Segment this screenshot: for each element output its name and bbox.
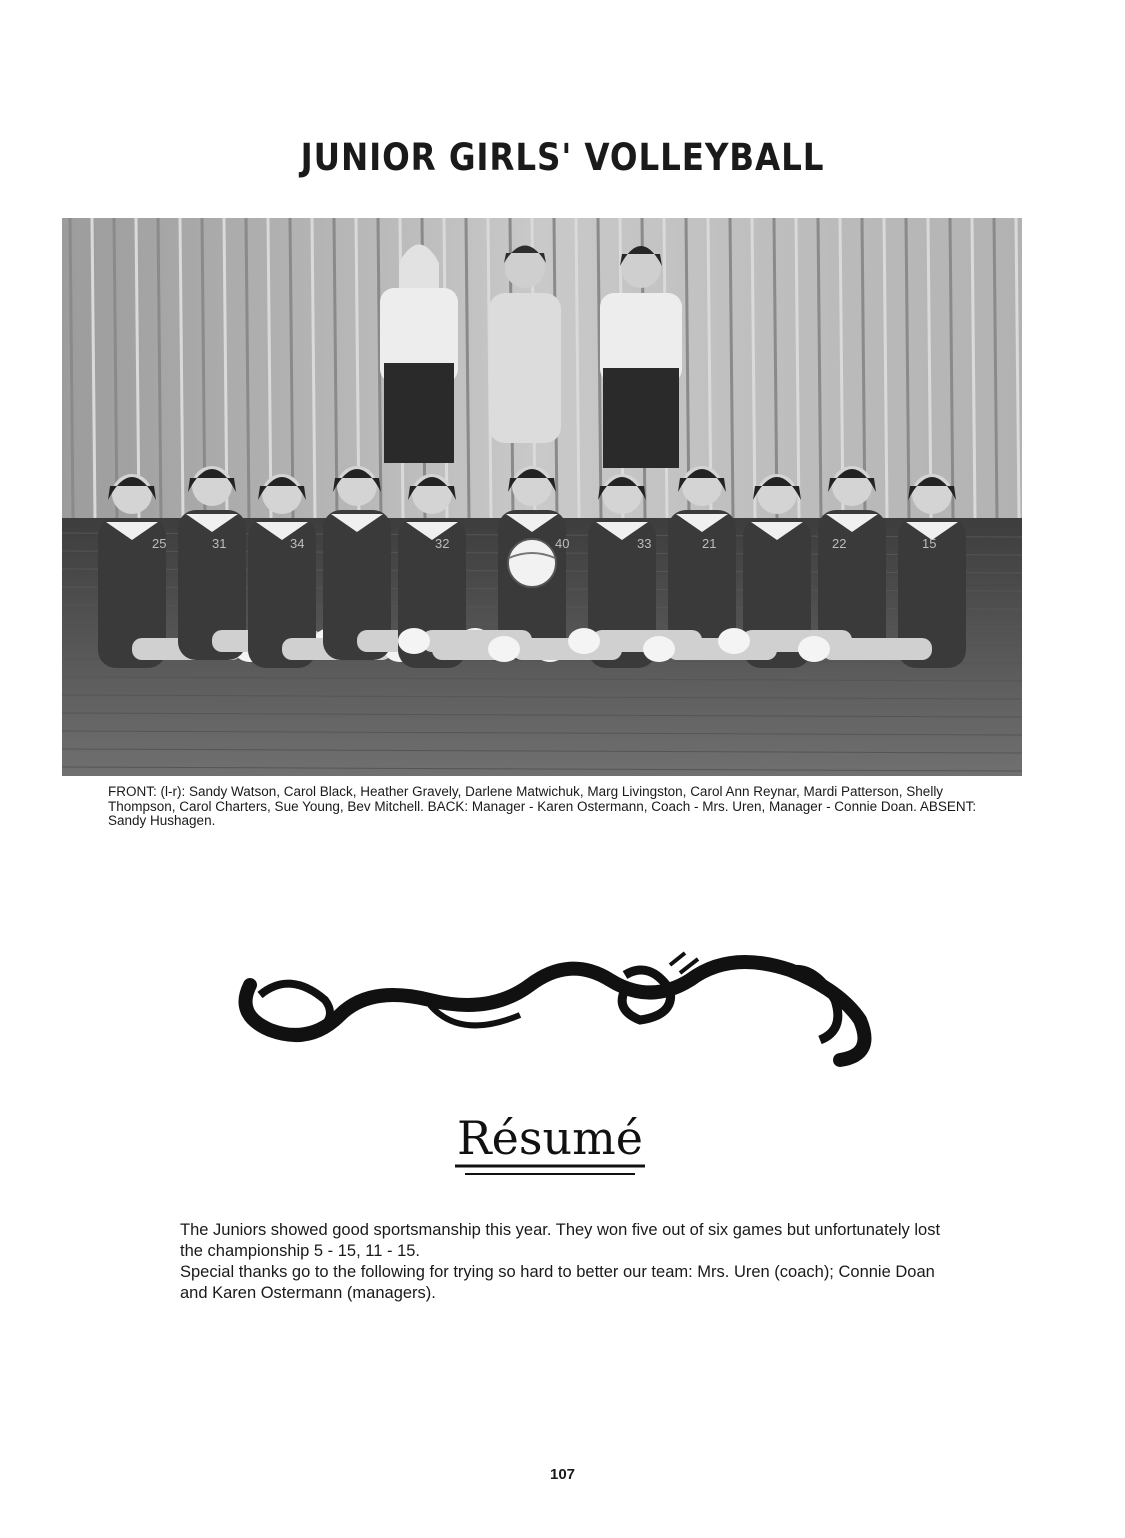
resume-heading <box>440 1102 660 1184</box>
page-number: 107 <box>549 1466 576 1483</box>
resume-body <box>180 1220 950 1304</box>
resume-heading-text: Résumé <box>457 1111 643 1165</box>
team-photo <box>62 218 1022 776</box>
resume-paragraph-1: The Juniors showed good sportsmanship this year. They won five out of six games but unfortunately lost the championship 5 - 15, 11 - 15. <box>180 1221 941 1260</box>
decorative-scroll-ornament <box>230 945 880 1075</box>
jersey-number: 25 <box>152 536 167 551</box>
photo-caption: FRONT: (l-r): Sandy Watson, Carol Black, Heather Gravely, Darlene Matwichuk, Marg Livingston, Carol Ann Reynar, Mardi Patterson, Shelly Thompson, Carol Charters, Sue Young, Bev Mitchell. BACK: Manager - Karen Ostermann, Coach - Mrs. Uren, Manager - Connie Doan. ABSENT: Sandy Hushagen. <box>108 784 977 828</box>
jersey-number: 32 <box>435 536 450 551</box>
jersey-number: 33 <box>637 536 652 551</box>
jersey-number: 40 <box>555 536 570 551</box>
jersey-number: 31 <box>212 536 227 551</box>
back-row <box>380 245 682 469</box>
page-title: JUNIOR GIRLS' VOLLEYBALL <box>300 136 825 179</box>
jersey-number: 22 <box>832 536 847 551</box>
resume-paragraph-2: Special thanks go to the following for trying so hard to better our team: Mrs. Uren (coach); Connie Doan and Karen Ostermann (managers). <box>180 1263 935 1302</box>
jersey-number: 34 <box>290 536 305 551</box>
jersey-number: 15 <box>922 536 937 551</box>
volleyball <box>508 539 556 587</box>
jersey-number: 21 <box>702 536 717 551</box>
